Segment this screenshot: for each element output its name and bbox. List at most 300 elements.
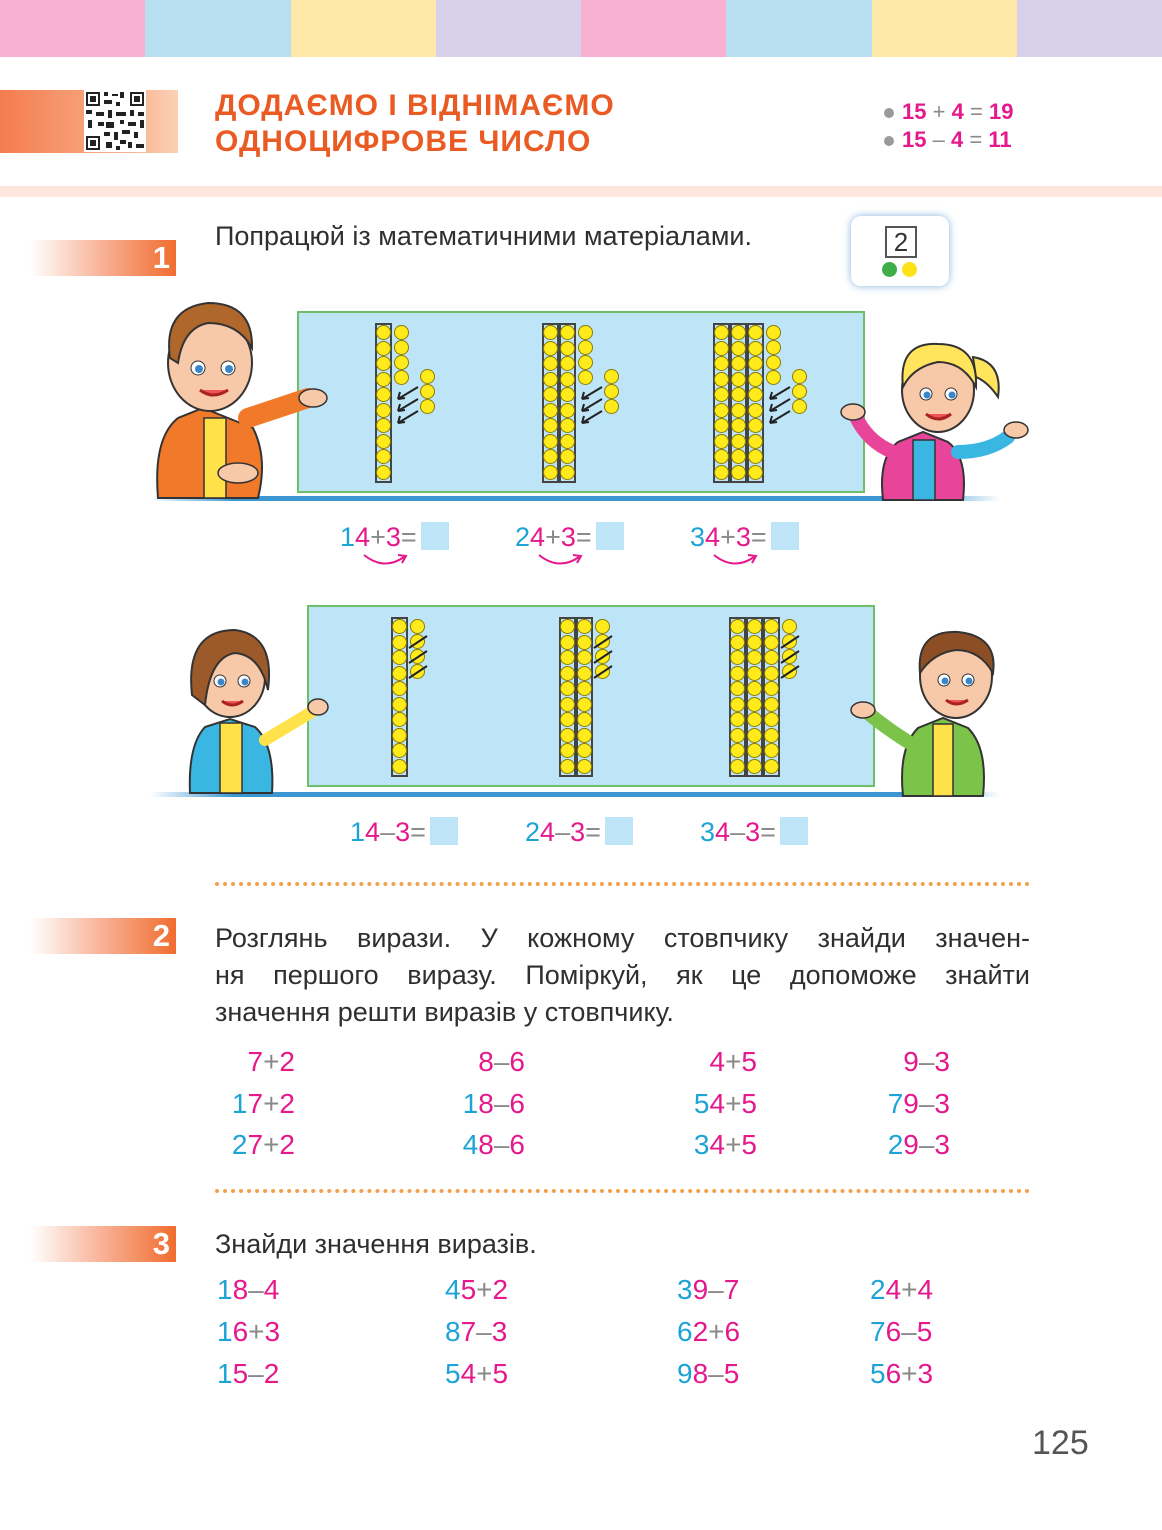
expression [870,1315,932,1349]
operator: + [725,1129,742,1160]
tens-digit: 1 [217,1316,233,1347]
operand: 3 [491,1316,508,1347]
equals: = [969,99,983,124]
expression [677,1045,757,1079]
strike-icon [592,634,614,650]
ones-digit: 4 [355,522,371,552]
operator: + [545,522,561,552]
ones-digit: 6 [885,1316,902,1347]
tens-digit: 1 [350,817,366,847]
bead [376,449,391,464]
operator: + [932,99,946,124]
arrow-icon [394,409,420,427]
bead [714,449,729,464]
expression [215,1045,295,1079]
bead [560,341,575,356]
strike-icon [407,649,429,665]
arrow-arc-icon [362,551,410,571]
ones-digit: 8 [478,1088,494,1119]
bead [714,341,729,356]
answer-box[interactable] [780,817,808,845]
bead [376,434,391,449]
bead [764,743,779,758]
bead [560,759,575,774]
bead [376,465,391,480]
strike-icon [779,649,801,665]
expression [217,1357,279,1391]
ones-digit: 8 [478,1046,494,1077]
expression [445,1087,525,1121]
bead [394,370,409,385]
tens-digit: 3 [690,522,706,552]
operator: – [248,1358,264,1389]
bead [766,370,781,385]
qr-code-icon[interactable] [84,90,146,152]
tens-digit: 3 [700,817,716,847]
bead [748,403,763,418]
tens-digit: 1 [217,1358,233,1389]
header-divider [0,186,1162,197]
bead [748,325,763,340]
bead [764,650,779,665]
strike-icon [592,649,614,665]
expression [870,1045,950,1079]
bead [747,666,762,681]
bead [577,635,592,650]
operator: – [476,1316,492,1347]
answer-box[interactable] [605,817,633,845]
equals: = [585,817,601,847]
addend: 3 [735,522,751,552]
bead [595,619,610,634]
title-line: ДОДАЄМО І ВІДНІМАЄМО [215,89,615,122]
ones-digit: 4 [460,1358,477,1389]
bead [792,369,807,384]
answer-box[interactable] [771,522,799,550]
bead [376,341,391,356]
bead [560,325,575,340]
expression [870,1273,933,1307]
expression [870,1087,950,1121]
bead [394,325,409,340]
operator: – [708,1274,724,1305]
boy-illustration [848,618,1013,803]
operand: 3 [264,1316,281,1347]
bead [560,387,575,402]
strike-icon [779,634,801,650]
operand: 2 [263,1358,280,1389]
num: 4 [950,127,964,152]
bead [543,465,558,480]
ones-digit: 4 [705,522,721,552]
expression [217,1273,279,1307]
operator: + [263,1046,280,1077]
bead [731,356,746,371]
operand: 2 [279,1046,295,1077]
equals: = [410,817,426,847]
bead [560,666,575,681]
operand: 4 [917,1274,934,1305]
bead [577,743,592,758]
operand: 6 [509,1088,525,1119]
ones-digit: 4 [885,1274,902,1305]
bead [730,666,745,681]
tens-digit: 5 [870,1358,886,1389]
bead [543,387,558,402]
expression [215,1128,295,1162]
ones-digit: 5 [232,1358,249,1389]
bead [747,728,762,743]
bead [577,681,592,696]
bead [730,681,745,696]
operator: + [725,1046,742,1077]
tens-digit: 7 [870,1316,886,1347]
tens-digit: 5 [445,1358,461,1389]
expression [445,1357,508,1391]
bullet-icon [884,108,894,118]
bead [747,650,762,665]
operator: – [730,817,746,847]
equals: = [760,817,776,847]
bead [392,728,407,743]
bead [577,650,592,665]
strip-segment [726,0,871,57]
ones-digit: 9 [692,1274,709,1305]
operator: – [380,817,396,847]
bead [560,372,575,387]
bead [782,619,797,634]
bead [560,712,575,727]
dotted-divider [215,1189,1030,1193]
strip-segment [145,0,290,57]
bead [731,387,746,402]
bead [766,355,781,370]
ones-digit: 4 [709,1129,726,1160]
bead [392,743,407,758]
ones-digit: 4 [530,522,546,552]
operand: 3 [934,1129,950,1160]
bead-panel-addition [297,311,865,493]
task-number-tag [30,918,176,954]
bead [747,743,762,758]
operator: + [725,1088,742,1119]
ones-digit: 8 [478,1129,494,1160]
bead [730,619,745,634]
task-instruction: Знайди значення виразів. [215,1229,537,1259]
task-instruction [215,920,1030,1031]
bead [578,370,593,385]
equation [690,521,799,553]
operator: – [708,1358,724,1389]
strike-icon [592,664,614,680]
tens-digit: 2 [515,522,531,552]
strip-segment [872,0,1017,57]
bead [376,387,391,402]
bead [764,619,779,634]
tens-digit: 6 [677,1316,693,1347]
arrow-icon [578,409,604,427]
addend: 3 [570,817,586,847]
ones-digit: 4 [709,1046,726,1077]
operand: 5 [492,1358,509,1389]
task-number: 2 [152,918,170,953]
bead [376,325,391,340]
operand: 5 [741,1129,757,1160]
instruction-line: значення решти виразів у стовпчику. [215,997,674,1027]
equation [350,816,458,848]
bead [764,728,779,743]
answer-box[interactable] [430,817,458,845]
tens-digit: 2 [870,1274,886,1305]
operator: – [918,1129,935,1160]
tens-digit: 5 [693,1088,710,1119]
expression [217,1315,280,1349]
bead [730,712,745,727]
expression [445,1315,507,1349]
ones-digit: 9 [903,1088,919,1119]
operator: – [493,1088,510,1119]
bead [578,355,593,370]
bead [714,434,729,449]
header-example [884,126,1013,154]
tens-digit: 2 [887,1129,904,1160]
bead [577,666,592,681]
bead [376,372,391,387]
bead [714,418,729,433]
arrow-icon [766,409,792,427]
bead [420,369,435,384]
bead [392,681,407,696]
strike-icon [407,664,429,680]
operator: + [476,1274,493,1305]
equation [515,521,624,553]
expression [677,1357,739,1391]
bead-panel-subtraction [307,605,875,787]
num: 15 [902,99,927,124]
ones-digit: 9 [903,1129,919,1160]
badge-number: 2 [885,226,917,258]
task-instruction: Попрацюй із математичними матеріалами. [215,221,752,251]
ones-digit: 7 [247,1129,264,1160]
operand: 3 [934,1046,950,1077]
operand: 5 [723,1358,740,1389]
bead [731,434,746,449]
expression [445,1273,508,1307]
bead [543,325,558,340]
bead [577,712,592,727]
operand: 2 [279,1129,295,1160]
bead [764,697,779,712]
operator: – [901,1316,917,1347]
bead [543,356,558,371]
bead [392,759,407,774]
bead [560,697,575,712]
num: 15 [902,127,927,152]
operator: + [708,1316,725,1347]
expression [215,1087,295,1121]
bead [577,697,592,712]
header-example [884,98,1013,126]
bead [714,387,729,402]
bead [543,418,558,433]
bead [748,449,763,464]
bead [747,697,762,712]
bead [394,340,409,355]
ones-digit: 9 [903,1046,919,1077]
expression [870,1128,950,1162]
bead [604,384,619,399]
expression [677,1087,757,1121]
answer-box[interactable] [421,522,449,550]
bead [747,681,762,696]
arrow-arc-icon [712,551,760,571]
yellow-dot-icon [902,262,917,277]
addend: 3 [395,817,411,847]
operand: 7 [723,1274,740,1305]
expression [445,1045,525,1079]
bead [420,384,435,399]
bead [560,434,575,449]
bead [764,635,779,650]
operator: + [248,1316,265,1347]
strip-segment [291,0,436,57]
bead [730,697,745,712]
bead [577,728,592,743]
operator: + [476,1358,493,1389]
bead [543,449,558,464]
ones-digit: 8 [232,1274,249,1305]
bead [578,325,593,340]
bead [764,666,779,681]
ones-digit: 5 [460,1274,477,1305]
tens-digit: 2 [231,1129,248,1160]
strip-segment [0,0,145,57]
bead [560,619,575,634]
bead [560,681,575,696]
ones-digit: 4 [715,817,731,847]
girl-illustration [838,332,1033,507]
ones-digit: 4 [709,1088,726,1119]
bead [731,418,746,433]
bead [764,681,779,696]
bead [730,743,745,758]
operator: – [918,1088,935,1119]
result: 11 [988,127,1012,152]
expression [870,1357,933,1391]
equals: = [750,522,767,552]
operand: 6 [509,1129,525,1160]
num: 4 [951,99,964,124]
addend: 3 [385,522,401,552]
instruction-line: Розглянь вирази. У кожному стовпчику знайди значен- [215,923,1030,953]
strike-icon [407,634,429,650]
bead [714,325,729,340]
tens-digit: 3 [693,1129,710,1160]
bead [392,619,407,634]
ones-digit: 8 [692,1358,709,1389]
operand: 5 [916,1316,933,1347]
top-color-strip [0,0,1162,57]
bead [714,356,729,371]
bead [376,356,391,371]
equation [525,816,633,848]
bead [560,635,575,650]
bead [392,666,407,681]
result: 19 [988,99,1014,124]
bead [730,728,745,743]
bead [714,372,729,387]
operand: 4 [263,1274,280,1305]
bead [731,449,746,464]
tens-digit: 1 [217,1274,233,1305]
bead [578,340,593,355]
ones-digit: 7 [460,1316,477,1347]
bead [748,341,763,356]
bead [714,465,729,480]
expression [445,1128,525,1162]
bead [392,697,407,712]
ones-digit: 6 [232,1316,249,1347]
answer-box[interactable] [596,522,624,550]
bead [748,434,763,449]
page-title [215,88,615,160]
page-number: 125 [1032,1424,1089,1462]
strip-segment [1017,0,1162,57]
bead [764,759,779,774]
operator: – [248,1274,264,1305]
bead [764,712,779,727]
bead [747,635,762,650]
tens-digit: 8 [445,1316,461,1347]
bead [560,743,575,758]
operand: 2 [492,1274,509,1305]
task-number-tag [30,1226,176,1262]
expression [677,1315,740,1349]
bead [792,384,807,399]
girl-illustration [180,615,330,800]
task-number: 3 [152,1226,170,1261]
bead [730,635,745,650]
bead [376,418,391,433]
tens-digit: 3 [677,1274,693,1305]
operator: – [493,1129,510,1160]
operand: 3 [934,1088,950,1119]
tens-digit: 1 [231,1088,248,1119]
operator: – [493,1046,510,1077]
operator: – [932,127,945,152]
operand: 5 [741,1088,757,1119]
bead [731,465,746,480]
bead [392,712,407,727]
bead [730,759,745,774]
operator: + [370,522,386,552]
tens-digit: 2 [525,817,541,847]
expression [677,1273,739,1307]
bead [731,341,746,356]
bead [766,325,781,340]
bead [748,356,763,371]
dotted-divider [215,882,1030,886]
strip-segment [436,0,581,57]
ones-digit: 4 [540,817,556,847]
operator: + [263,1088,280,1119]
ones-digit: 6 [885,1358,902,1389]
equals: = [400,522,417,552]
bead [560,356,575,371]
equals: = [969,127,983,152]
ones-digit: 4 [365,817,381,847]
equation [700,816,808,848]
